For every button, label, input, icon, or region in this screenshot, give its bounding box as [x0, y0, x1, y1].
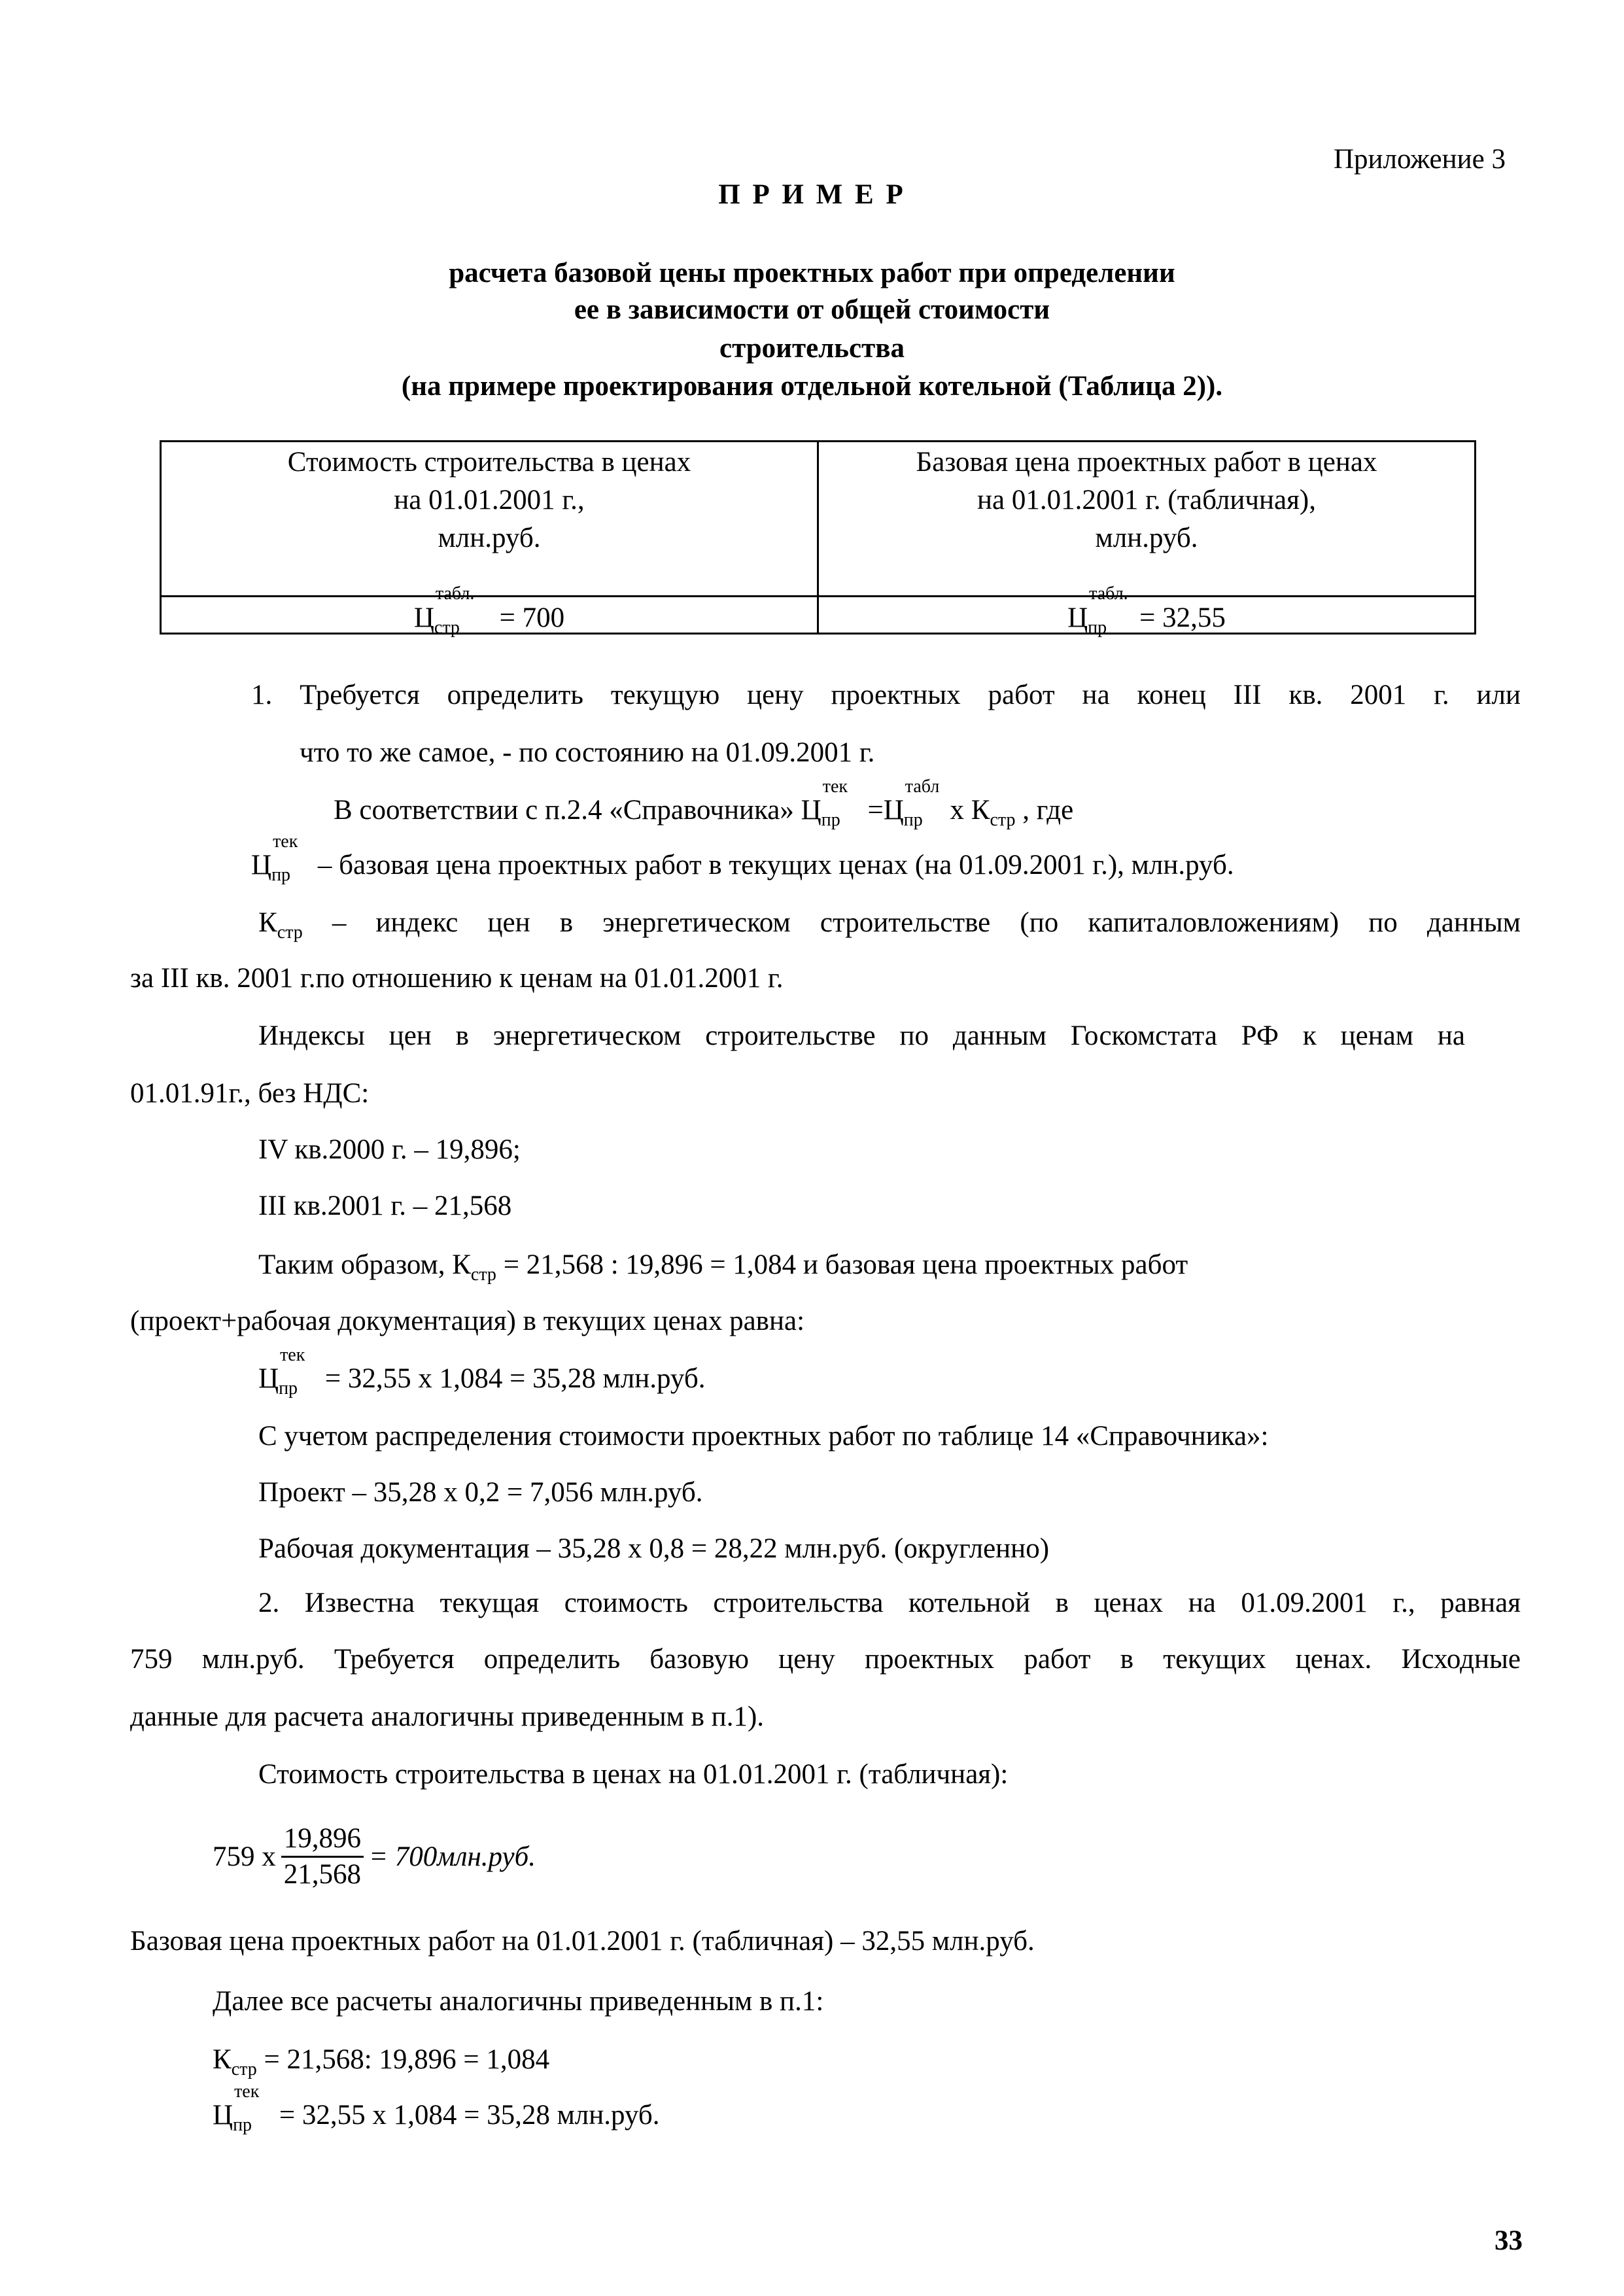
index-notation	[233, 2081, 272, 2137]
formula-left: 759 х	[213, 1841, 276, 1872]
value: = 700	[492, 602, 565, 633]
text-segment: К	[213, 2044, 232, 2075]
text-segment: Рабочая документация – 35,28 х 0,8 = 28,22 млн.руб. (округленно)	[258, 1533, 1050, 1564]
text-segment: К	[258, 907, 277, 938]
text-line	[300, 735, 874, 771]
text-segment: Далее все расчеты аналогичны приведенным в п.1:	[213, 1986, 824, 2017]
text-line	[130, 1075, 369, 1112]
text-line	[258, 1531, 1049, 1567]
denominator: 21,568	[283, 1859, 361, 1890]
formula-result: = 700	[369, 1841, 438, 1872]
index-notation	[279, 1345, 318, 1400]
fraction	[281, 1822, 364, 1892]
text-segment: = 21,568 : 19,896 = 1,084 и базовая цена проектных работ	[496, 1249, 1188, 1280]
appendix-label: Приложение 3	[1333, 144, 1506, 175]
text-segment: что то же самое, - по состоянию на 01.09.2001 г.	[300, 737, 875, 768]
text-line	[130, 1923, 1035, 1960]
text-line	[258, 1188, 511, 1225]
text-segment: = 21,568: 19,896 = 1,084	[256, 2044, 550, 2075]
index-notation	[471, 1247, 496, 1287]
index-notation	[271, 831, 311, 887]
text-line	[334, 776, 1074, 832]
text-line	[213, 2042, 549, 2081]
formula-unit: млн.руб.	[437, 1841, 536, 1872]
text-line	[251, 677, 1521, 714]
index-notation	[903, 776, 943, 832]
symbol: Ц	[413, 602, 434, 633]
subtitle-line: строительства	[719, 333, 905, 364]
index-notation	[232, 2042, 257, 2081]
subscript: стр	[231, 2059, 257, 2079]
subscript: пр	[821, 810, 840, 830]
text-line	[258, 1018, 1465, 1054]
header-line: на 01.01.2001 г.,	[394, 485, 585, 515]
header-line: на 01.01.2001 г. (табличная),	[977, 485, 1316, 515]
text-line	[258, 1585, 1521, 1622]
superscript: табл.	[1089, 583, 1128, 604]
text-line	[258, 1756, 1008, 1793]
text-line	[213, 1983, 823, 2020]
text-segment: Базовая цена проектных работ на 01.01.2001 г. (табличная) – 32,55 млн.руб.	[130, 1926, 1035, 1957]
index-notation	[990, 792, 1015, 832]
text-segment: – индекс цен в энергетическом строительстве (по капиталовложениям) по данным	[302, 907, 1521, 938]
superscript: табл	[905, 776, 940, 797]
subscript: стр	[434, 617, 460, 638]
text-segment: данные для расчета аналогичны приведенным в п.1).	[130, 1701, 765, 1732]
text-segment: 01.01.91г., без НДС:	[130, 1078, 370, 1109]
text-segment: Стоимость строительства в ценах на 01.01.2001 г. (табличная):	[258, 1759, 1009, 1790]
text-line	[130, 1641, 1521, 1678]
table-header-base-price	[819, 444, 1474, 557]
document-title: П Р И М Е Р	[718, 179, 906, 210]
text-segment: = 32,55 х 1,084 = 35,28 млн.руб.	[272, 2100, 660, 2131]
text-segment: III кв.2001 г. – 21,568	[258, 1191, 512, 1221]
text-segment: Ц	[251, 850, 272, 880]
text-segment: = 32,55 х 1,084 = 35,28 млн.руб.	[318, 1363, 706, 1394]
text-segment: IV кв.2000 г. – 19,896;	[258, 1134, 521, 1165]
superscript: тек	[822, 776, 848, 797]
superscript: тек	[234, 2081, 260, 2102]
subtitle-line: расчета базовой цены проектных работ при определении	[449, 258, 1175, 288]
text-line	[258, 1132, 521, 1168]
subscript: пр	[903, 810, 923, 830]
text-segment: (проект+рабочая документация) в текущих ценах равна:	[130, 1306, 805, 1336]
index-notation	[277, 905, 303, 945]
page-number: 33	[1494, 2225, 1523, 2256]
text-segment: Ц	[258, 1363, 279, 1394]
table-value-cost	[162, 583, 817, 640]
subscript: пр	[279, 1378, 298, 1399]
subscript: стр	[470, 1264, 496, 1285]
text-line	[258, 905, 1521, 945]
value: = 32,55	[1139, 602, 1226, 633]
subtitle-line: ее в зависимости от общей стоимости	[574, 294, 1050, 325]
index-notation	[821, 776, 861, 832]
text-line	[258, 1345, 706, 1400]
text-segment: =Ц	[860, 795, 904, 826]
superscript: тек	[273, 831, 298, 852]
price-table	[160, 440, 1476, 638]
symbol: Ц	[1067, 602, 1088, 633]
subscript: пр	[1088, 617, 1107, 638]
table-divider	[162, 595, 1474, 597]
text-line	[258, 1247, 1188, 1287]
header-line: Стоимость строительства в ценах	[287, 447, 691, 478]
table-header-cost	[162, 444, 817, 557]
header-line: млн.руб.	[438, 523, 541, 553]
subscript: пр	[233, 2115, 252, 2135]
text-segment: 2. Известна текущая стоимость строительства котельной в ценах на 01.09.2001 г., равная	[258, 1588, 1521, 1618]
text-segment: 1. Требуется определить текущую цену проектных работ на конец III кв. 2001 г. или	[251, 680, 1521, 710]
text-segment: Таким образом, К	[258, 1249, 471, 1280]
numerator: 19,896	[281, 1822, 364, 1858]
text-segment: за III кв. 2001 г.по отношению к ценам на 01.01.2001 г.	[130, 963, 784, 994]
text-segment: – базовая цена проектных работ в текущих ценах (на 01.09.2001 г.), млн.руб.	[311, 850, 1234, 880]
subscript: стр	[990, 810, 1016, 830]
text-line	[130, 960, 784, 997]
header-line: млн.руб.	[1095, 523, 1198, 553]
subtitle-line: (на примере проектирования отдельной котельной (Таблица 2)).	[401, 371, 1223, 402]
text-segment: 759 млн.руб. Требуется определить базовую цену проектных работ в текущих ценах. Исходные	[130, 1644, 1521, 1675]
text-segment: Индексы цен в энергетическом строительстве по данным Госкомстата РФ к ценам на	[258, 1020, 1465, 1051]
text-segment: , где	[1015, 795, 1074, 826]
header-line: Базовая цена проектных работ в ценах	[916, 447, 1377, 478]
text-segment: С учетом распределения стоимости проектных работ по таблице 14 «Справочника»:	[258, 1421, 1269, 1452]
text-line	[130, 1303, 804, 1340]
superscript: тек	[280, 1345, 305, 1365]
text-segment: Проект – 35,28 х 0,2 = 7,056 млн.руб.	[258, 1477, 703, 1508]
subscript: пр	[271, 865, 291, 885]
subscript: стр	[277, 922, 303, 943]
text-segment: В соответствии с п.2.4 «Справочника» Ц	[334, 795, 821, 826]
text-segment: Ц	[213, 2100, 233, 2131]
text-line	[258, 1418, 1268, 1455]
text-line	[251, 831, 1234, 887]
text-line	[258, 1474, 702, 1511]
text-line	[130, 1699, 764, 1735]
text-line	[213, 2081, 660, 2137]
text-segment: х К	[942, 795, 990, 826]
formula	[213, 1822, 536, 1892]
superscript: табл.	[435, 583, 475, 604]
table-value-base-price	[819, 583, 1474, 640]
